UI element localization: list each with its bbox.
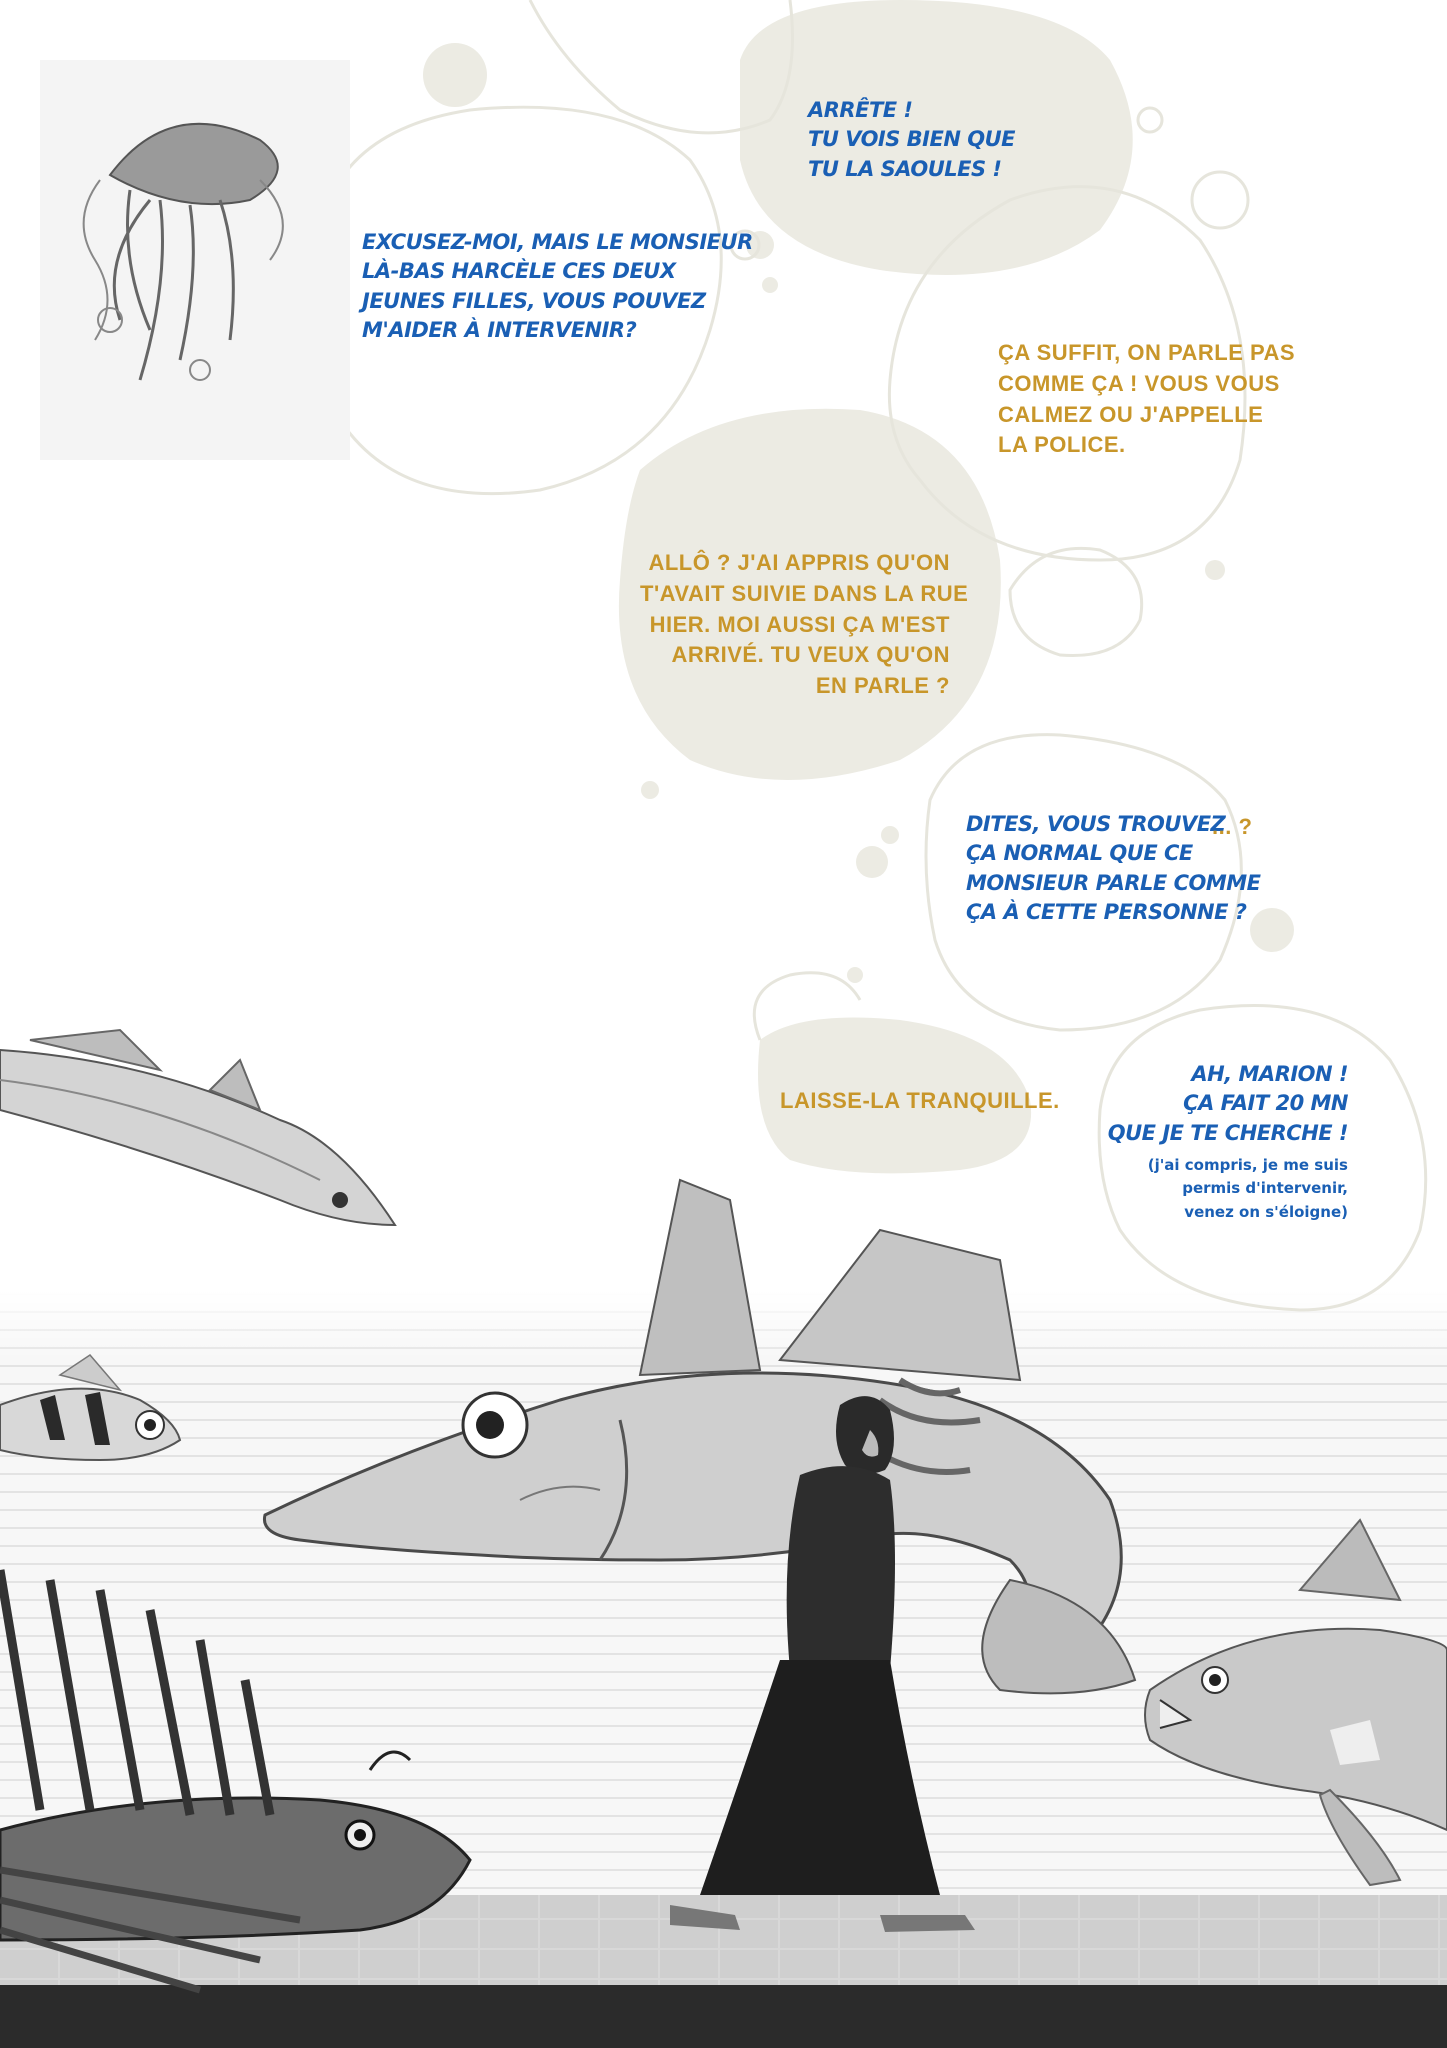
bubble-marion [1078,1060,1348,1148]
bubble-line: EXCUSEZ-MOI, MAIS LE MONSIEUR [362,230,753,254]
aside-line: permis d'intervenir, [1182,1179,1348,1198]
bubble-arrete [808,96,1015,184]
bubble-line: M'AIDER À INTERVENIR? [362,318,637,343]
needlefish-illustration [0,1030,395,1225]
bubble-line: ÇA SUFFIT, ON PARLE PAS [998,340,1296,365]
bubble-line: ALLÔ ? J'AI APPRIS QU'ON [648,550,950,575]
bubble-suffit [998,338,1295,461]
grouper-fish-illustration [1145,1520,1447,1885]
bubble-line: QUE JE TE CHERCHE ! [1107,1120,1348,1145]
bubble-line: AH, MARION ! [1191,1062,1348,1086]
bubble-line: T'AVAIT SUIVIE DANS LA RUE [640,580,969,606]
bubble-line: MONSIEUR PARLE COMME [966,870,1261,895]
bubble-laisse [780,1086,1060,1117]
aside-line: (j'ai compris, je me suis [1147,1156,1348,1174]
bubble-line: ÇA À CETTE PERSONNE ? [966,900,1247,925]
bubble-line: COMME ÇA ! VOUS VOUS [998,370,1280,396]
bubble-line: ÇA FAIT 20 MN [1183,1091,1348,1116]
bubble-line: ARRIVÉ. TU VEUX QU'ON [671,642,950,668]
lionfish-illustration [0,1570,470,1990]
bubble-line: ARRÊTE ! [808,98,913,122]
jellyfish-illustration [40,60,350,460]
bubble-line: HIER. MOI AUSSI ÇA M'EST [649,611,950,637]
bubble-line: TU LA SAOULES ! [808,156,1002,181]
bubble-line: CALMEZ OU J'APPELLE [998,401,1264,427]
bubble-allo [640,548,969,702]
bubble-line: JEUNES FILLES, VOUS POUVEZ [362,288,706,313]
bubble-ellipsis [1212,812,1252,843]
bubble-marion-aside [1088,1154,1348,1224]
bubble-line: LA POLICE. [998,432,1126,458]
bubble-line: TU VOIS BIEN QUE [808,127,1015,152]
aside-line: venez on s'éloigne) [1184,1202,1348,1221]
pike-fish-illustration [264,1180,1135,1693]
laisse-text: LAISSE-LA TRANQUILLE. [780,1088,1060,1113]
ellipsis-text: ... ? [1212,814,1253,839]
bubble-line: ÇA NORMAL QUE CE [966,841,1193,866]
striped-fish-illustration [0,1355,180,1460]
bubble-line: EN PARLE ? [815,673,950,699]
bubble-line: DITES, VOUS TROUVEZ [966,812,1226,836]
bubble-excusez [362,228,753,346]
bubble-line: LÀ-BAS HARCÈLE CES DEUX [362,259,676,284]
